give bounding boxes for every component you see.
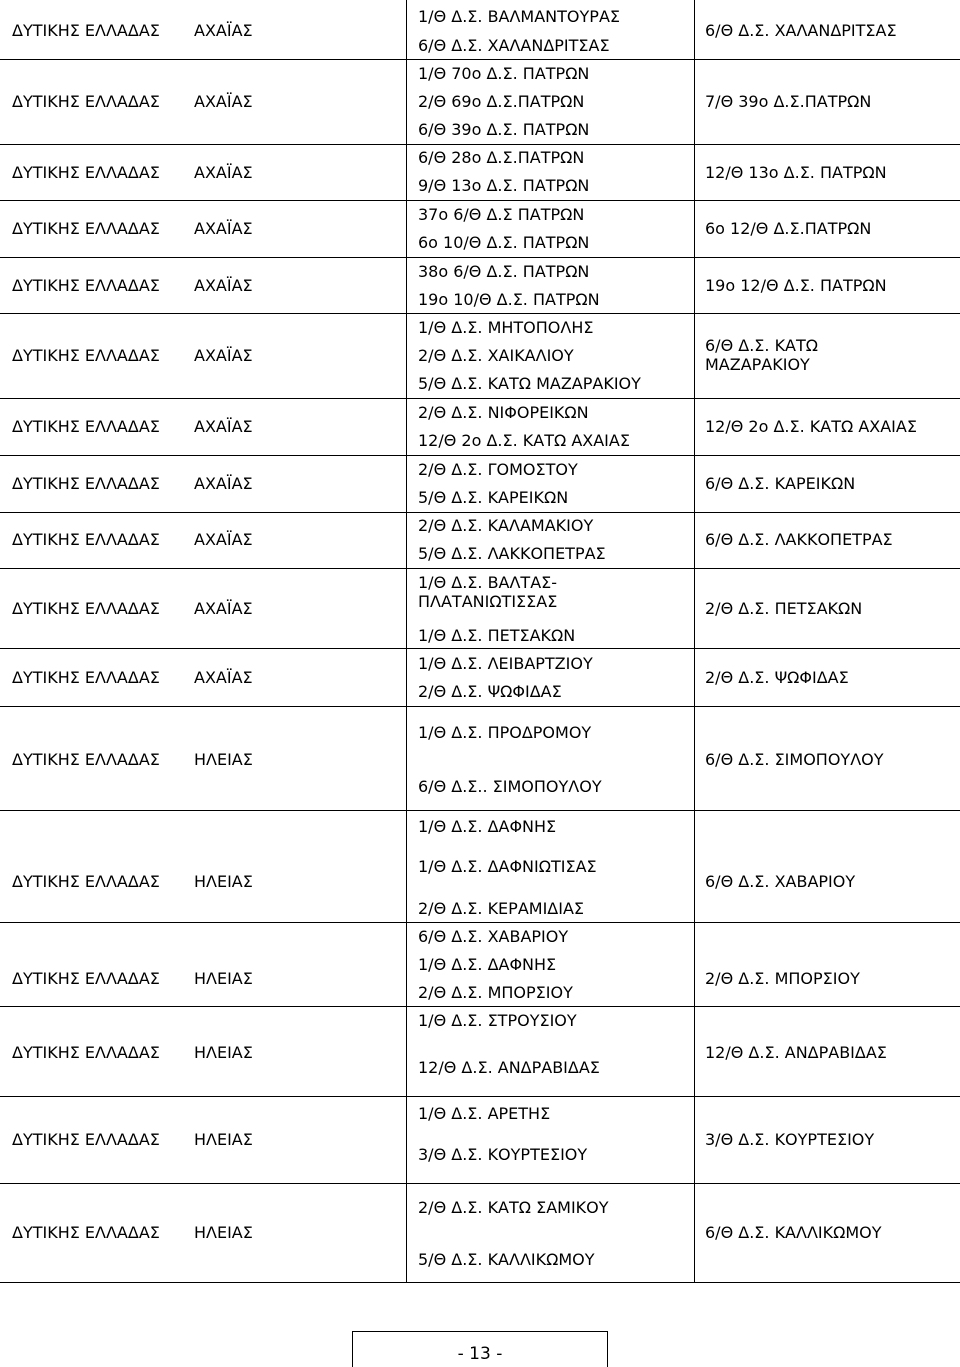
row-divider — [0, 455, 960, 456]
row-divider — [0, 144, 960, 145]
destination-school: 2/Θ Δ.Σ. ΨΩΦΙΔΑΣ — [705, 668, 849, 687]
prefecture-cell: ΑΧΑΪΑΣ — [194, 92, 253, 111]
destination-school: 2/Θ Δ.Σ. ΠΕΤΣΑΚΩΝ — [705, 599, 863, 618]
destination-school: 6/Θ Δ.Σ. ΧΑΒΑΡΙΟΥ — [705, 872, 856, 891]
source-school: 1/Θ Δ.Σ. ΒΑΛΜΑΝΤΟΥΡΑΣ — [418, 7, 620, 26]
page-number: - 13 - — [457, 1344, 503, 1364]
source-school: 1/Θ Δ.Σ. ΔΑΦΝΗΣ — [418, 955, 557, 974]
row-divider — [0, 568, 960, 569]
page-footer — [352, 1331, 608, 1367]
prefecture-cell: ΑΧΑΪΑΣ — [194, 668, 253, 687]
source-school: 1/Θ Δ.Σ. ΠΡΟΔΡΟΜΟΥ — [418, 723, 592, 742]
region-cell: ΔΥΤΙΚΗΣ ΕΛΛΑΔΑΣ — [12, 530, 160, 549]
source-school: 1/Θ Δ.Σ. ΣΤΡΟΥΣΙΟΥ — [418, 1011, 577, 1030]
source-school: 6/Θ Δ.Σ.. ΣΙΜΟΠΟΥΛΟΥ — [418, 777, 602, 796]
row-divider — [0, 1096, 960, 1097]
destination-school: 19ο 12/Θ Δ.Σ. ΠΑΤΡΩΝ — [705, 276, 887, 295]
region-cell: ΔΥΤΙΚΗΣ ΕΛΛΑΔΑΣ — [12, 92, 160, 111]
source-school: 5/Θ Δ.Σ. ΛΑΚΚΟΠΕΤΡΑΣ — [418, 544, 606, 563]
region-cell: ΔΥΤΙΚΗΣ ΕΛΛΑΔΑΣ — [12, 668, 160, 687]
destination-school: 12/Θ Δ.Σ. ΑΝΔΡΑΒΙΔΑΣ — [705, 1043, 887, 1062]
prefecture-cell: ΑΧΑΪΑΣ — [194, 276, 253, 295]
region-cell: ΔΥΤΙΚΗΣ ΕΛΛΑΔΑΣ — [12, 872, 160, 891]
destination-school: 6/Θ Δ.Σ. ΚΑΡΕΙΚΩΝ — [705, 474, 856, 493]
prefecture-cell: ΗΛΕΙΑΣ — [194, 1130, 253, 1149]
source-school: 5/Θ Δ.Σ. ΚΑΡΕΙΚΩΝ — [418, 488, 569, 507]
source-school: 1/Θ Δ.Σ. ΔΑΦΝΗΣ — [418, 817, 557, 836]
prefecture-cell: ΑΧΑΪΑΣ — [194, 163, 253, 182]
source-school: 37ο 6/Θ Δ.Σ ΠΑΤΡΩΝ — [418, 205, 585, 224]
source-school: 2/Θ Δ.Σ. ΚΑΤΩ ΣΑΜΙΚΟΥ — [418, 1198, 609, 1217]
source-school: 2/Θ Δ.Σ. ΓΟΜΟΣΤΟΥ — [418, 460, 578, 479]
destination-school: 3/Θ Δ.Σ. ΚΟΥΡΤΕΣΙΟΥ — [705, 1130, 875, 1149]
row-divider — [0, 398, 960, 399]
prefecture-cell: ΗΛΕΙΑΣ — [194, 1223, 253, 1242]
destination-school: 6/Θ Δ.Σ. ΧΑΛΑΝΔΡΙΤΣΑΣ — [705, 21, 897, 40]
region-cell: ΔΥΤΙΚΗΣ ΕΛΛΑΔΑΣ — [12, 219, 160, 238]
destination-school: 6/Θ Δ.Σ. ΚΑΛΛΙΚΩΜΟΥ — [705, 1223, 882, 1242]
prefecture-cell: ΑΧΑΪΑΣ — [194, 219, 253, 238]
region-cell: ΔΥΤΙΚΗΣ ΕΛΛΑΔΑΣ — [12, 163, 160, 182]
row-divider — [0, 922, 960, 923]
prefecture-cell: ΑΧΑΪΑΣ — [194, 346, 253, 365]
source-school: 2/Θ Δ.Σ. ΧΑΙΚΑΛΙΟΥ — [418, 346, 574, 365]
region-cell: ΔΥΤΙΚΗΣ ΕΛΛΑΔΑΣ — [12, 276, 160, 295]
destination-school: 6/Θ Δ.Σ. ΣΙΜΟΠΟΥΛΟΥ — [705, 750, 884, 769]
row-divider — [0, 706, 960, 707]
prefecture-cell: ΑΧΑΪΑΣ — [194, 599, 253, 618]
source-school: 2/Θ Δ.Σ. ΚΑΛΑΜΑΚΙΟΥ — [418, 516, 594, 535]
source-school: 2/Θ Δ.Σ. ΚΕΡΑΜΙΔΙΑΣ — [418, 899, 584, 918]
source-school: 1/Θ Δ.Σ. ΠΕΤΣΑΚΩΝ — [418, 626, 576, 645]
source-school: 12/Θ 2ο Δ.Σ. ΚΑΤΩ ΑΧΑΙΑΣ — [418, 431, 630, 450]
source-school: 1/Θ Δ.Σ. ΑΡΕΤΗΣ — [418, 1104, 551, 1123]
region-cell: ΔΥΤΙΚΗΣ ΕΛΛΑΔΑΣ — [12, 417, 160, 436]
column-divider — [694, 0, 695, 1282]
row-divider — [0, 1006, 960, 1007]
prefecture-cell: ΗΛΕΙΑΣ — [194, 872, 253, 891]
prefecture-cell: ΑΧΑΪΑΣ — [194, 530, 253, 549]
destination-school: 6ο 12/Θ Δ.Σ.ΠΑΤΡΩΝ — [705, 219, 872, 238]
region-cell: ΔΥΤΙΚΗΣ ΕΛΛΑΔΑΣ — [12, 1223, 160, 1242]
source-school: 2/Θ Δ.Σ. ΨΩΦΙΔΑΣ — [418, 682, 562, 701]
row-divider — [0, 200, 960, 201]
destination-school: 6/Θ Δ.Σ. ΛΑΚΚΟΠΕΤΡΑΣ — [705, 530, 893, 549]
row-divider — [0, 1183, 960, 1184]
region-cell: ΔΥΤΙΚΗΣ ΕΛΛΑΔΑΣ — [12, 1130, 160, 1149]
source-school: 1/Θ Δ.Σ. ΛΕΙΒΑΡΤΖΙΟΥ — [418, 654, 593, 673]
region-cell: ΔΥΤΙΚΗΣ ΕΛΛΑΔΑΣ — [12, 599, 160, 618]
source-school: 3/Θ Δ.Σ. ΚΟΥΡΤΕΣΙΟΥ — [418, 1145, 588, 1164]
prefecture-cell: ΑΧΑΪΑΣ — [194, 417, 253, 436]
source-school: 6ο 10/Θ Δ.Σ. ΠΑΤΡΩΝ — [418, 233, 590, 252]
source-school: 6/Θ 28ο Δ.Σ.ΠΑΤΡΩΝ — [418, 148, 585, 167]
source-school: 38ο 6/Θ Δ.Σ. ΠΑΤΡΩΝ — [418, 262, 590, 281]
column-divider — [406, 0, 407, 1282]
region-cell: ΔΥΤΙΚΗΣ ΕΛΛΑΔΑΣ — [12, 474, 160, 493]
source-school: 1/Θ Δ.Σ. ΒΑΛΤΑΣ-ΠΛΑΤΑΝΙΩΤΙΣΣΑΣ — [418, 573, 558, 611]
source-school: 2/Θ 69ο Δ.Σ.ΠΑΤΡΩΝ — [418, 92, 585, 111]
region-cell: ΔΥΤΙΚΗΣ ΕΛΛΑΔΑΣ — [12, 1043, 160, 1062]
row-divider — [0, 257, 960, 258]
row-divider — [0, 1282, 960, 1283]
row-divider — [0, 59, 960, 60]
source-school: 6/Θ Δ.Σ. ΧΑΒΑΡΙΟΥ — [418, 927, 569, 946]
row-divider — [0, 810, 960, 811]
prefecture-cell: ΑΧΑΪΑΣ — [194, 474, 253, 493]
row-divider — [0, 512, 960, 513]
row-divider — [0, 648, 960, 649]
region-cell: ΔΥΤΙΚΗΣ ΕΛΛΑΔΑΣ — [12, 750, 160, 769]
source-school: 5/Θ Δ.Σ. ΚΑΛΛΙΚΩΜΟΥ — [418, 1250, 595, 1269]
prefecture-cell: ΗΛΕΙΑΣ — [194, 750, 253, 769]
destination-school: 2/Θ Δ.Σ. ΜΠΟΡΣΙΟΥ — [705, 969, 860, 988]
source-school: 5/Θ Δ.Σ. ΚΑΤΩ ΜΑΖΑΡΑΚΙΟΥ — [418, 374, 641, 393]
source-school: 6/Θ Δ.Σ. ΧΑΛΑΝΔΡΙΤΣΑΣ — [418, 36, 610, 55]
region-cell: ΔΥΤΙΚΗΣ ΕΛΛΑΔΑΣ — [12, 346, 160, 365]
destination-school: 12/Θ 13ο Δ.Σ. ΠΑΤΡΩΝ — [705, 163, 887, 182]
destination-school: 7/Θ 39ο Δ.Σ.ΠΑΤΡΩΝ — [705, 92, 872, 111]
source-school: 1/Θ Δ.Σ. ΔΑΦΝΙΩΤΙΣΑΣ — [418, 857, 597, 876]
prefecture-cell: ΑΧΑΪΑΣ — [194, 21, 253, 40]
prefecture-cell: ΗΛΕΙΑΣ — [194, 969, 253, 988]
prefecture-cell: ΗΛΕΙΑΣ — [194, 1043, 253, 1062]
source-school: 2/Θ Δ.Σ. ΝΙΦΟΡΕΙΚΩΝ — [418, 403, 589, 422]
source-school: 1/Θ 70ο Δ.Σ. ΠΑΤΡΩΝ — [418, 64, 590, 83]
region-cell: ΔΥΤΙΚΗΣ ΕΛΛΑΔΑΣ — [12, 21, 160, 40]
destination-school: 12/Θ 2ο Δ.Σ. ΚΑΤΩ ΑΧΑΙΑΣ — [705, 417, 917, 436]
destination-school: 6/Θ Δ.Σ. ΚΑΤΩ ΜΑΖΑΡΑΚΙΟΥ — [705, 336, 818, 374]
row-divider — [0, 313, 960, 314]
region-cell: ΔΥΤΙΚΗΣ ΕΛΛΑΔΑΣ — [12, 969, 160, 988]
source-school: 6/Θ 39ο Δ.Σ. ΠΑΤΡΩΝ — [418, 120, 590, 139]
source-school: 1/Θ Δ.Σ. ΜΗΤΟΠΟΛΗΣ — [418, 318, 594, 337]
source-school: 19ο 10/Θ Δ.Σ. ΠΑΤΡΩΝ — [418, 290, 600, 309]
source-school: 12/Θ Δ.Σ. ΑΝΔΡΑΒΙΔΑΣ — [418, 1058, 600, 1077]
source-school: 2/Θ Δ.Σ. ΜΠΟΡΣΙΟΥ — [418, 983, 573, 1002]
source-school: 9/Θ 13ο Δ.Σ. ΠΑΤΡΩΝ — [418, 176, 590, 195]
